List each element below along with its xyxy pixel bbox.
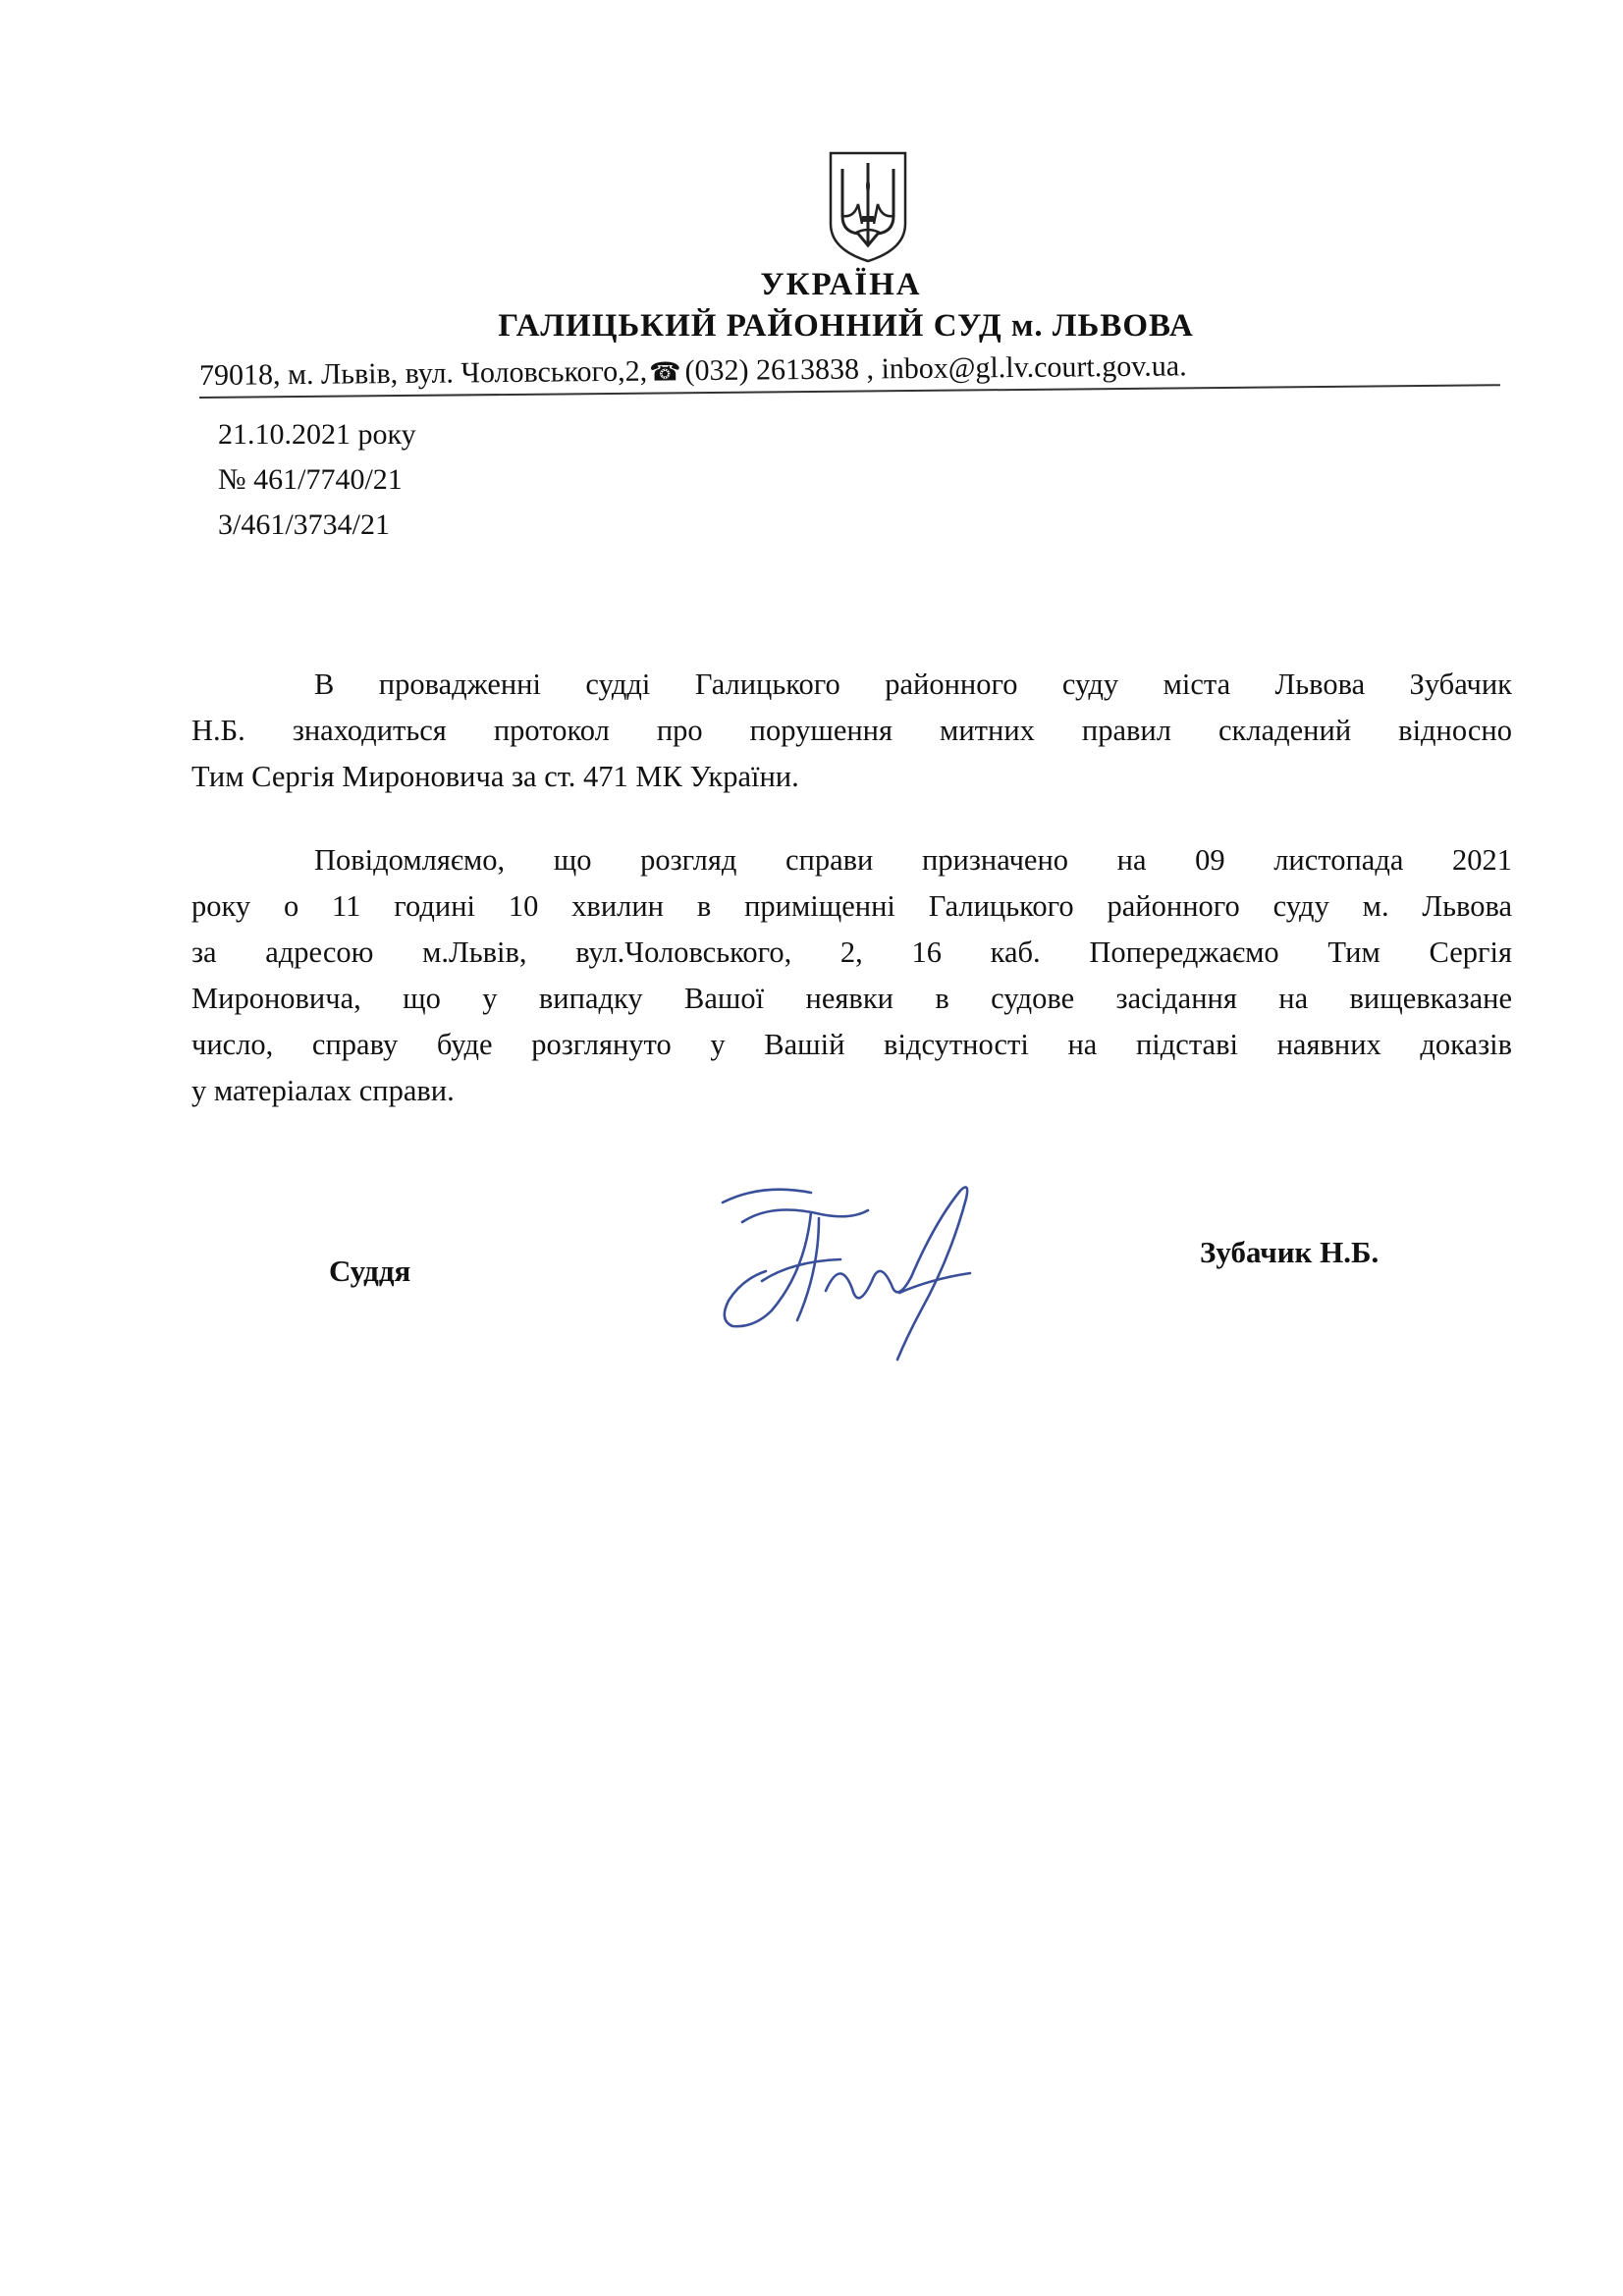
paragraph-line: Н.Б. знаходиться протокол про порушення митних правил складений відносно <box>191 714 1512 747</box>
paragraph-line: року о 11 годині 10 хвилин в приміщенні Галицького районного суду м. Львова <box>191 889 1512 923</box>
paragraph-line: у матеріалах справи. <box>191 1074 455 1107</box>
paragraph-line: Повідомляємо, що розгляд справи призначено на 09 листопада 2021 <box>314 843 1512 877</box>
address-contacts: (032) 2613838 , inbox@gl.lv.court.gov.ua. <box>684 349 1187 388</box>
country-heading: УКРАЇНА <box>760 267 922 302</box>
paragraph-line: за адресою м.Львів, вул.Чоловського, 2, 16 каб. Попереджаємо Тим Сергія <box>191 935 1512 969</box>
paragraph-hearing-notice <box>191 837 1512 1114</box>
paragraph-line: В провадженні судді Галицького районного суду міста Львова Зубачик <box>314 667 1512 701</box>
paragraph-line: Мироновича, що у випадку Вашої неявки в судове засідання на вищевказане <box>191 982 1512 1015</box>
court-name-heading: ГАЛИЦЬКИЙ РАЙОННИЙ СУД м. ЛЬВОВА <box>498 308 1194 344</box>
case-number: 3/461/3734/21 <box>218 508 391 541</box>
paragraph-proceedings <box>191 662 1512 800</box>
letter-date: 21.10.2021 року <box>218 418 416 451</box>
paragraph-line: Тим Сергія Мироновича за ст. 471 МК України. <box>191 760 799 793</box>
trident-emblem-icon <box>825 147 911 265</box>
telephone-icon: ☎ <box>648 357 681 387</box>
signatory-title: Суддя <box>329 1254 411 1288</box>
outgoing-number: № 461/7740/21 <box>218 463 403 496</box>
judge-name: Зубачик Н.Б. <box>1200 1235 1380 1269</box>
paragraph-line: число, справу буде розглянуто у Вашій відсутності на підставі наявних доказів <box>191 1028 1512 1061</box>
address-street: 79018, м. Львів, вул. Чоловського,2, <box>198 354 648 392</box>
handwritten-signature <box>703 1163 1007 1369</box>
